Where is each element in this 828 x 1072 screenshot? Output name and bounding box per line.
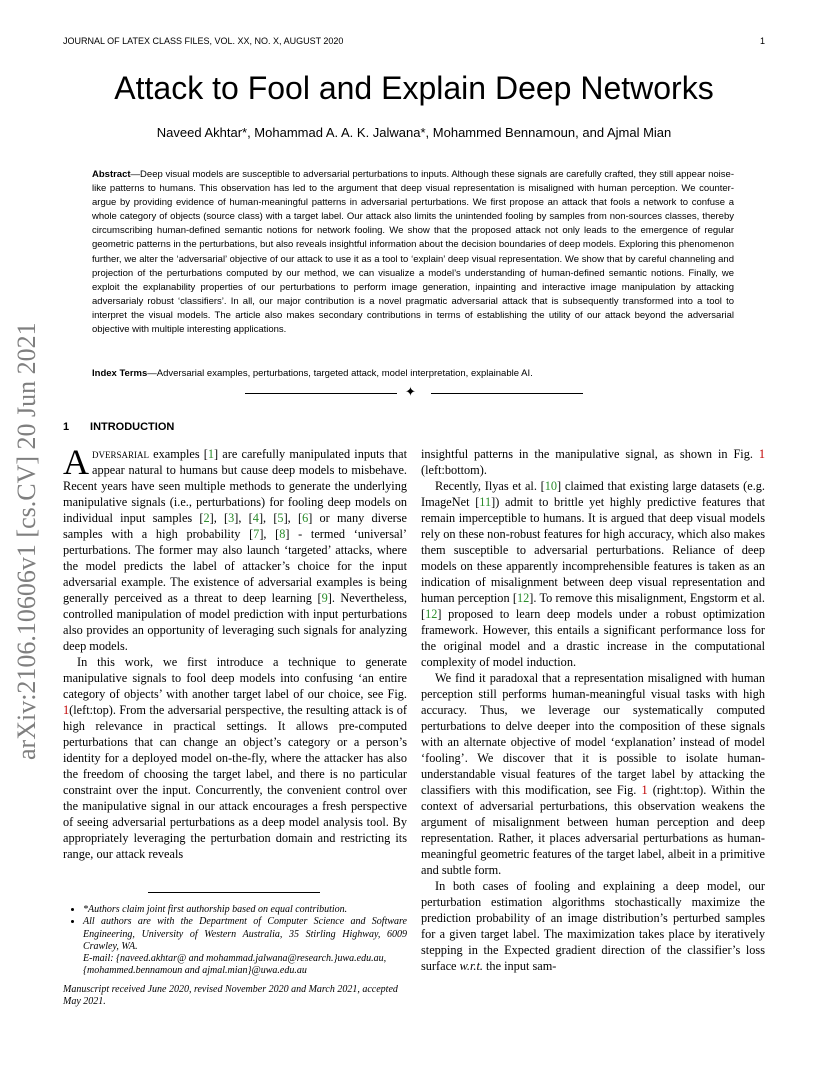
paragraph [63,442,408,654]
footnotes [63,904,407,1008]
footnote-affiliation [83,916,407,977]
citation-link[interactable]: 5 [277,511,284,525]
figure-link[interactable]: 1 [63,703,70,717]
text-run: ] proposed to learn deep models under a robust optimization framework. However, this entails a significant performance loss for the original model and a drastic increase in the computational complexity of model induction. [421,607,765,669]
citation-link[interactable]: 4 [252,511,259,525]
text-run: Recently, Ilyas et al. [ [435,479,545,493]
abstract-label: Abstract [92,169,131,180]
section-number: 1 [63,421,70,433]
text-run: (left:top). From the adversarial perspective, the resulting attack is of high relevance in practical settings. It allows pre-computed perturbations that can change an object’s category or a person’s identity for a deployed model on-the-fly, where the attacker has also the freedom of choosing the target label, and there is no particular constraint over the input. Concurrently, the convenient control over the manipulative signal in our attack encourages a fresh perspective of seeing adversarial perturbations as a deep model analysis tool. By appropriately leveraging the perturbation domain and restricting its range, our attack reveals [63,703,407,861]
index-terms-label: Index Terms [92,368,148,379]
citation-link[interactable]: 9 [321,591,328,605]
index-terms [92,367,734,381]
text-run: insightful patterns in the manipulative signal, as shown in Fig. [421,447,759,461]
divider-star-icon: ✦ [405,384,416,399]
paragraph [421,478,765,670]
citation-link[interactable]: 11 [479,495,492,509]
citation-link[interactable]: 7 [253,527,260,541]
section-divider [245,386,583,400]
paragraph [421,670,765,878]
citation-link[interactable]: 6 [302,511,309,525]
running-header [63,36,765,50]
citation-link[interactable]: 3 [228,511,235,525]
text-run: In both cases of fooling and explaining a deep model, our perturbation estimation algorithms stochastically maximize the prediction probability of an image distribution’s perturbed samples for a given target label. The maximization takes place by iteratively stepping in the Expected gradient direction of the classifier’s loss surface [421,879,765,973]
footnote-equal-contribution: • *Authors claim joint first authorship based on equal contribution. [83,904,407,916]
section-title-rest: NTRODUCTION [93,421,175,433]
paper-title: Attack to Fool and Explain Deep Networks [114,70,714,106]
text-run: ], [ [283,511,303,525]
author-list: Naveed Akhtar*, Mohammad A. A. K. Jalwana*, Mohammed Bennamoun, and Ajmal Mian [156,125,672,140]
body-column-left [63,442,408,862]
text-run: ], [ [234,511,253,525]
paragraph [63,654,407,862]
text-run: ]) admit to brittle yet highly predictive features that remain imperceptible to humans. It is argued that deep visual models rely on these non-robust features for high accuracy, which also makes them susceptible to adversarial perturbations. Reliance of deep models on these apparently incomprehensible features is taken as an indication of misalignment between deep visual representation and human perception [ [421,495,765,605]
figure-link[interactable]: 1 [758,447,765,461]
citation-link[interactable]: 10 [544,479,558,493]
index-terms-text: —Adversarial examples, perturbations, targeted attack, model interpretation, explainable AI. [147,368,533,379]
lead-word: dversarial [92,447,150,461]
text-run: ], [ [209,511,229,525]
citation-link[interactable]: 12 [425,607,438,621]
manuscript-note: Manuscript received June 2020, revised November 2020 and March 2021, accepted May 2021. [63,983,398,1008]
text-run: ] claimed that existing large datasets (e.g. ImageNet [ [421,479,765,509]
text-run: We find it paradoxal that a representation misaligned with human perception still performs human-meaningful visual tasks with high accuracy. Thus, we leverage our systematically computed perturbations to delve deeper into the composition of these signals with an alternate objective of model ‘explanation’ instead of model ‘fooling’. We discover that it is possible to isolate human-understandable visual features of the target label by attacking the classifiers with this modification, see Fig. [421,671,765,797]
footnote-rule [148,892,320,893]
text-run: ]. Nevertheless, controlled manipulation of model prediction with input perturbations also provides an opportunity of leveraging such signals for analyzing deep models. [63,591,407,653]
text-run: ] - termed ‘universal’ perturbations. The former may also launch ‘targeted’ attacks, where the model predicts the label of attacker’s choice for the input adversarial example. The existence of adversarial examples is being generally perceived as a threat to deep learning [ [63,527,408,605]
divider-line-left [245,393,397,394]
journal-header: JOURNAL OF LATEX CLASS FILES, VOL. XX, NO. X, AUGUST 2020 [63,36,344,46]
affiliation-text: All authors are with the Department of Computer Science and Software Engineering, University of Western Australia, 35 Stirling Highway, 6009 Crawley, WA. [83,916,407,952]
abstract [92,168,734,337]
email-line-2: {mohammed.bennamoun and ajmal.mian}@uwa.edu.au [83,965,307,977]
section-title-first: I [90,421,94,433]
section-heading [63,421,174,433]
text-run: ], [ [259,527,280,541]
text-run: ]. To remove this misalignment, Engstorm et al. [ [421,591,765,621]
text-run: (right:top). Within the context of adversarial perturbations, this observation weakens the argument of misalignment between human perception and deep representation. Rather, it places adversarial perturbations as human-meaningful geometric features of the target label, albeit in a primitive and subtle form. [421,783,765,877]
text-run: ] or many diverse samples with a high probability [ [63,511,408,541]
text-run: (left:bottom). [421,463,487,477]
citation-link[interactable]: 12 [516,591,530,605]
text-run: examples [ [149,447,208,461]
abstract-text: —Deep visual models are susceptible to adversarial perturbations to inputs. Although these signals are carefully crafted, they still appear noise-like patterns to humans. This observation has led to the argument that deep visual representation is misaligned with human perception. We counter-argue by providing evidence of human-meaningful patterns in adversarial perturbations. We first propose an attack that fools a network to confuse a whole category of objects (source class) with a target label. Our attack also limits the unintended fooling by samples from non-sources classes, thereby circumscribing human-defined semantic notions for network fooling. We show that the proposed attack not only leads to the emergence of regular geometric patterns in the perturbations, but also reveals insightful information about the decision boundaries of deep models. Exploring this phenomenon further, we alter the ‘adversarial’ objective of our attack to use it as a tool to ‘explain’ deep visual representation. We show that by careful channeling and projection of the perturbations computed by our method, we can visualize a model’s understanding of human-defined semantic notions. Finally, we exploit the explanability properties of our perturbations to perform image generation, inpainting and interactive image manipulation by attacking adversarialy robust ‘classifiers’. In all, our major contribution is a novel pragmatic adversarial attack that is subsequently transformed into a tool to interpret the visual models. The article also makes secondary contributions in terms of establishing the utility of our attack beyond the adversarial objective with multiple interesting applications. [92,169,734,336]
text-run: the input sam- [482,959,557,973]
email-line-1: E-mail: {naveed.akhtar@ and mohammad.jalwana@research.}uwa.edu.au, [83,953,387,965]
paragraph [421,878,765,974]
text-run: ], [ [258,511,278,525]
paragraph [421,446,765,478]
figure-link[interactable]: 1 [641,783,648,797]
citation-link[interactable]: 2 [203,511,210,525]
body-column-right [421,446,765,974]
drop-cap: A [63,442,89,482]
wrt-abbrev: w.r.t. [459,959,483,973]
citation-link[interactable]: 1 [207,447,215,461]
text-run: ] are carefully manipulated inputs that appear natural to humans but cause deep models to misbehave. Recent years have seen multiple methods to generate the underlying manipulative signals (i.e., perturbations) for fooling deep models on individual input samples [ [63,447,407,525]
arxiv-stamp: arXiv:2106.10606v1 [cs.CV] 20 Jun 2021 [12,322,41,760]
text-run: In this work, we first introduce a technique to generate manipulative signals to fool deep models into confusing ‘an entire category of objects’ with another target label of our choice, see Fig. [63,655,407,701]
page-number: 1 [759,36,765,46]
divider-line-right [431,393,583,394]
citation-link[interactable]: 8 [279,527,286,541]
